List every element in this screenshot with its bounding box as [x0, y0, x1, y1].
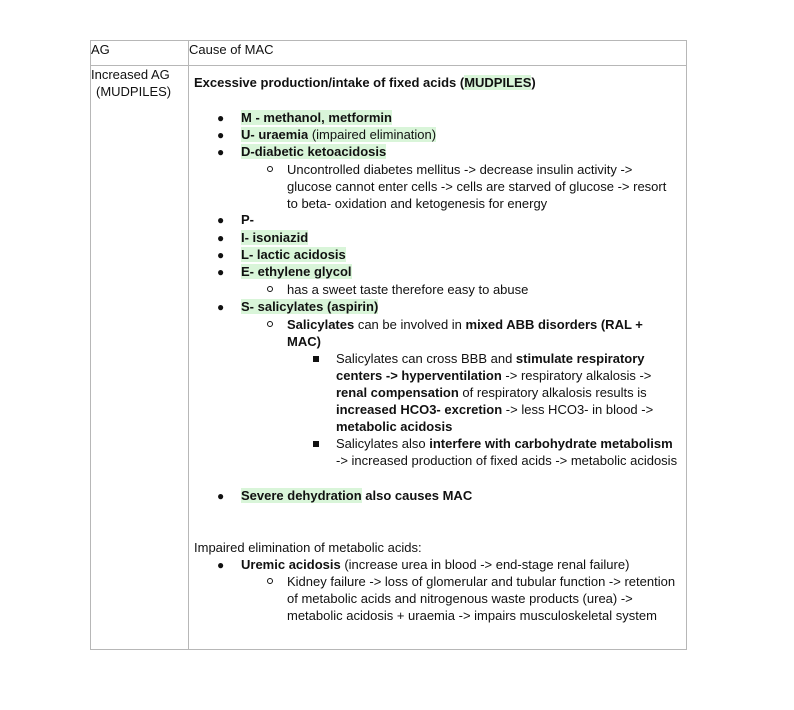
- impaired-heading: Impaired elimination of metabolic acids:: [194, 540, 422, 555]
- bullet-icon: ●: [217, 111, 225, 125]
- uremic-sub-line: of metabolic acids and nitrogenous waste products (urea) ->: [287, 591, 633, 606]
- e-label: E- ethylene glycol: [241, 264, 352, 279]
- header-ag: AG: [91, 41, 189, 66]
- sq1-l3a: renal compensation: [336, 385, 459, 400]
- uremic-sub-line: Kidney failure -> loss of glomerular and tubular function -> retention: [287, 574, 676, 589]
- uremic-rest: (increase urea in blood -> end-stage renal failure): [340, 557, 630, 572]
- s-label: S- salicylates (aspirin): [241, 299, 379, 314]
- d-sub-line: Uncontrolled diabetes mellitus -> decrease insulin activity ->: [287, 162, 633, 177]
- d-sub-line: to beta- oxidation and ketogenesis for energy: [287, 196, 548, 211]
- circle-bullet-icon: [267, 321, 273, 327]
- bullet-icon: ●: [217, 231, 225, 245]
- s-sub1-line2: MAC): [287, 334, 321, 349]
- bullet-icon: ●: [217, 248, 225, 262]
- cause-cell: [189, 66, 687, 650]
- sq1-l1a: Salicylates can cross BBB and: [336, 351, 516, 366]
- s-sub1-line: [287, 316, 643, 333]
- uremic-sub-line: metabolic acidosis + uraemia -> impairs musculoskeletal system: [287, 608, 657, 623]
- dehydration-rest: also causes MAC: [361, 488, 473, 503]
- intro-line: [194, 74, 536, 91]
- row-label-cell: [91, 66, 189, 650]
- s-sub1-a: Salicylates: [287, 317, 355, 332]
- row-label-line2: (MUDPILES): [96, 84, 172, 99]
- header-row: [91, 41, 687, 66]
- sq1-l1b: stimulate respiratory: [515, 351, 645, 366]
- mudpiles-i: [241, 229, 308, 246]
- square-bullet-icon: [313, 441, 319, 447]
- mudpiles-s: [241, 298, 378, 315]
- dehydration-line: [241, 487, 472, 504]
- sq1-line: [336, 384, 647, 401]
- table-row: [91, 66, 687, 650]
- sq1-l4a: increased HCO3- excretion: [336, 402, 503, 417]
- intro-close: ): [531, 75, 536, 90]
- mudpiles-d: [241, 143, 386, 160]
- sq1-line: [336, 401, 653, 418]
- mudpiles-p: P-: [241, 212, 254, 227]
- bullet-icon: ●: [217, 300, 225, 314]
- mudpiles-u: [241, 126, 436, 143]
- bullet-icon: ●: [217, 128, 225, 142]
- sq1-line: [336, 367, 651, 384]
- dehydration-hl: Severe dehydration: [241, 488, 362, 503]
- intro-text: Excessive production/intake of fixed acids (: [194, 75, 465, 90]
- mudpiles-e: [241, 263, 352, 280]
- uremic-label: Uremic acidosis: [241, 557, 341, 572]
- sq1-l2b: -> respiratory alkalosis ->: [501, 368, 652, 383]
- bullet-icon: ●: [217, 558, 225, 572]
- sq1-line: metabolic acidosis: [336, 419, 453, 434]
- sq1-l4b: -> less HCO3- in blood ->: [502, 402, 654, 417]
- mudpiles-m: [241, 109, 392, 126]
- e-sub-line: has a sweet taste therefore easy to abuse: [287, 282, 529, 297]
- sq2-line: -> increased production of fixed acids -> metabolic acidosis: [336, 453, 678, 468]
- sq1-l3b: of respiratory alkalosis results is: [458, 385, 647, 400]
- u-label: U- uraemia: [241, 127, 309, 142]
- bullet-icon: ●: [217, 265, 225, 279]
- s-sub1-b: can be involved in: [354, 317, 466, 332]
- uremic-line: [241, 556, 629, 573]
- s-sub1-c: mixed ABB disorders (RAL +: [465, 317, 643, 332]
- intro-highlight: MUDPILES: [464, 75, 532, 90]
- d-sub-line: glucose cannot enter cells -> cells are starved of glucose -> resort: [287, 179, 667, 194]
- sq2-line: [336, 435, 673, 452]
- bullet-icon: ●: [217, 213, 225, 227]
- l-label: L- lactic acidosis: [241, 247, 346, 262]
- bullet-icon: ●: [217, 145, 225, 159]
- mudpiles-l: [241, 246, 346, 263]
- circle-bullet-icon: [267, 286, 273, 292]
- circle-bullet-icon: [267, 166, 273, 172]
- sq2-l1b: interfere with carbohydrate metabolism: [429, 436, 673, 451]
- m-label: M - methanol, metformin: [241, 110, 392, 125]
- circle-bullet-icon: [267, 578, 273, 584]
- row-label-line1: Increased AG: [91, 67, 170, 82]
- header-cause: Cause of MAC: [189, 41, 687, 66]
- sq1-l2a: centers -> hyperventilation: [336, 368, 502, 383]
- u-rest: (impaired elimination): [308, 127, 437, 142]
- square-bullet-icon: [313, 356, 319, 362]
- mac-table: [90, 40, 687, 650]
- sq1-line: [336, 350, 645, 367]
- sq2-l1a: Salicylates also: [336, 436, 430, 451]
- bullet-icon: ●: [217, 489, 225, 503]
- d-label: D-diabetic ketoacidosis: [241, 144, 387, 159]
- i-label: I- isoniazid: [241, 230, 309, 245]
